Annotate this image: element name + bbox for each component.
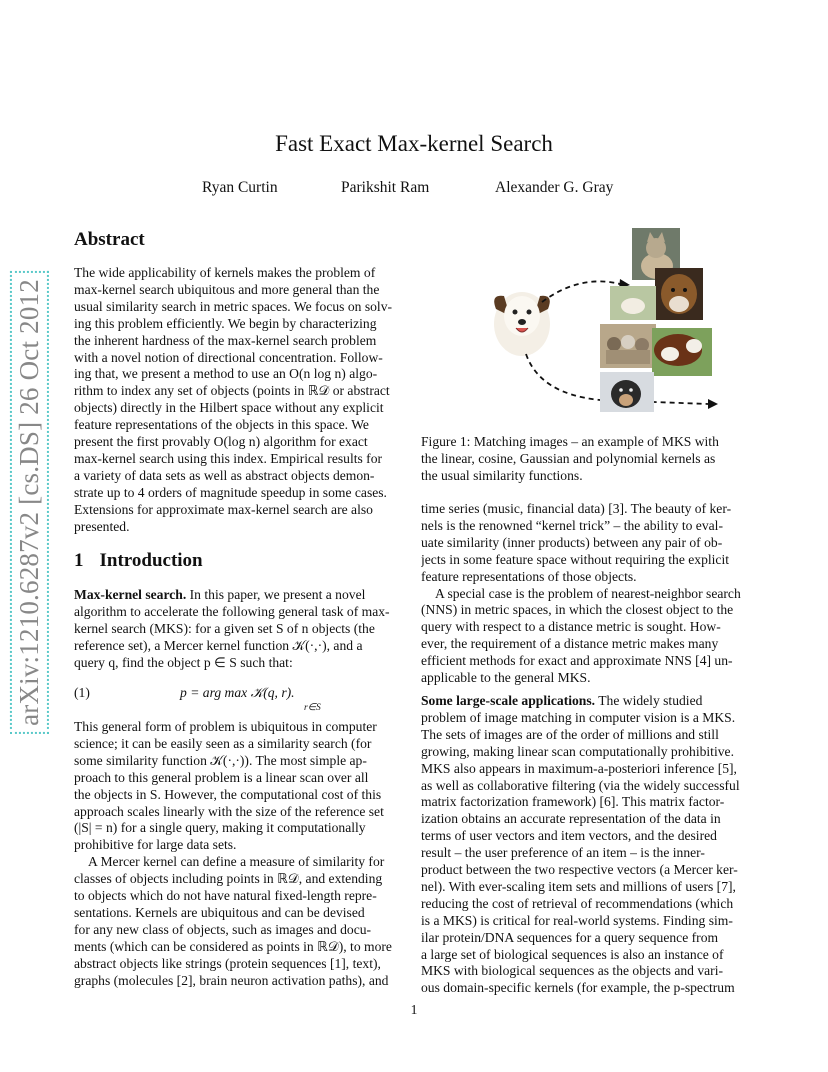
text-line: the objects in S. However, the computational cost of this xyxy=(74,786,382,802)
paper-title: Fast Exact Max-kernel Search xyxy=(275,131,553,156)
small-animals-image xyxy=(610,286,656,320)
text-line: feature representations of the objects in this space. We xyxy=(74,417,369,433)
text-line: the linear, cosine, Gaussian and polynomial kernels as xyxy=(421,450,716,466)
text-line: (NNS) in metric spaces, in which the closest object to the xyxy=(421,602,734,618)
text-line: strate up to 4 orders of magnitude speedup in some cases. xyxy=(74,484,387,500)
arrowhead-icon xyxy=(708,399,718,409)
text-line: ilar protein/DNA sequences for a query sequence from xyxy=(421,929,719,945)
text-line: growing, making linear scan computationally prohibitive. xyxy=(421,743,734,759)
figure-1 xyxy=(470,224,760,419)
text-line: to objects which do not have natural fixed-length repre- xyxy=(74,888,377,904)
text-line: result – the user preference of an item – is the inner- xyxy=(421,845,705,861)
text-line: graphs (molecules [2], brain neuron activation paths), and xyxy=(74,972,389,988)
text-line: A special case is the problem of nearest-neighbor search xyxy=(435,585,741,601)
run-in-heading: Some large-scale applications. xyxy=(421,692,596,708)
text-line: matrix factorization framework) [6]. This matrix factor- xyxy=(421,794,725,810)
cow-image xyxy=(652,328,712,376)
arxiv-stamp xyxy=(14,262,44,742)
section-title: Introduction xyxy=(99,550,203,571)
equation-1 xyxy=(74,683,408,713)
text-line: prohibitive for large data sets. xyxy=(74,837,237,853)
text-line: ization obtains an accurate representation of the data in xyxy=(421,811,721,827)
text-line: the inherent hardness of the max-kernel search problem xyxy=(74,332,377,348)
text-line: some similarity function 𝒦(·,·)). The most simple ap- xyxy=(74,752,367,768)
intro-paragraph-2 xyxy=(74,719,408,990)
text-line: present the first provably O(log n) algorithm for exact xyxy=(74,434,368,450)
text-line: proach to this general problem is a linear scan over all xyxy=(74,769,369,785)
page-number: 1 xyxy=(410,1002,418,1017)
equation-subscript: r∈S xyxy=(304,703,321,713)
text-line: algorithm to accelerate the following general task of max- xyxy=(74,603,390,619)
query-dog-image xyxy=(494,292,550,356)
dog-image xyxy=(655,268,703,320)
text-line: In this paper, we present a novel xyxy=(186,587,366,602)
text-line: time series (music, financial data) [3]. The beauty of ker- xyxy=(421,501,732,516)
text-line: sentations. Kernels are ubiquitous and can be devised xyxy=(74,904,365,920)
text-line: The sets of images are of the order of millions and still xyxy=(421,726,719,742)
text-line: ous domain-specific kernels (for example, the p-spectrum xyxy=(421,980,735,996)
text-line: objects) directly in the Hilbert space without any explicit xyxy=(74,400,384,416)
run-in-heading: Max-kernel search. xyxy=(74,587,187,602)
puppy-image xyxy=(600,372,654,412)
text-line: ing this problem efficiently. We begin by characterizing xyxy=(74,315,377,331)
text-line: for any new class of objects, such as images and docu- xyxy=(74,921,372,937)
text-line: a variety of data sets as well as abstract objects demon- xyxy=(74,467,375,483)
text-line: nels is the renowned “kernel trick” – the ability to eval- xyxy=(421,517,723,533)
text-line: approach scales linearly with the size of the reference set xyxy=(74,803,384,819)
figure-1-caption xyxy=(421,434,756,485)
section-heading xyxy=(74,550,203,572)
text-line: abstract objects like strings (protein sequences [1], text), xyxy=(74,955,381,971)
section-number: 1 xyxy=(74,550,84,571)
text-line: applicable to the general MKS. xyxy=(421,670,591,686)
author-name: Alexander G. Gray xyxy=(495,179,614,196)
text-line: This general form of problem is ubiquitous in computer xyxy=(74,719,377,734)
text-line: max-kernel search using this index. Empirical results for xyxy=(74,450,383,466)
text-line: reducing the cost of retrieval of recommendations (which xyxy=(421,895,734,911)
figure-1-image xyxy=(470,224,760,419)
text-line: kernel search (MKS): for a given set S of n objects (the xyxy=(74,620,375,636)
right-column-text xyxy=(421,501,756,997)
text-line: presented. xyxy=(74,518,130,534)
text-line: product between the two respective vectors (a Mercer ker- xyxy=(421,862,738,878)
text-line: query with respect to a distance metric is sought. How- xyxy=(421,619,721,635)
text-line: ing that, we present a method to use an O(n log n) algo- xyxy=(74,366,378,382)
text-line: ments (which can be considered as points in ℝ𝒟), to more xyxy=(74,938,392,954)
kittens-image xyxy=(600,324,656,368)
text-line: The wide applicability of kernels makes the problem of xyxy=(74,265,376,280)
text-line: MKS with biological sequences as the objects and vari- xyxy=(421,963,724,979)
text-line: nel). With ever-scaling item sets and millions of users [7], xyxy=(421,878,736,894)
text-line xyxy=(74,587,408,604)
text-line: terms of user vectors and item vectors, and the desired xyxy=(421,828,717,844)
text-line: uate similarity (inner products) between any pair of ob- xyxy=(421,534,723,550)
equation-body: p = arg max 𝒦(q, r). xyxy=(180,685,295,700)
text-line: query q, find the object p ∈ S such that: xyxy=(74,654,293,670)
abstract-heading: Abstract xyxy=(74,229,145,250)
text-line: science; it can be easily seen as a similarity search (for xyxy=(74,735,372,751)
match-arrow-top xyxy=(542,281,620,302)
text-line: efficient methods for exact and approximate NNS [4] un- xyxy=(421,653,733,669)
author-name: Ryan Curtin xyxy=(202,179,278,196)
text-line: a large set of biological sequences is also an instance of xyxy=(421,946,724,962)
text-line: usual similarity search in metric spaces. We focus on solv- xyxy=(74,298,393,314)
text-line: ever, the requirement of a distance metric makes many xyxy=(421,636,719,652)
text-line: Extensions for approximate max-kernel search are also xyxy=(74,501,373,517)
text-line: Figure 1: Matching images – an example of MKS with xyxy=(421,434,719,449)
text-line: feature representations of those objects. xyxy=(421,568,637,584)
abstract-body xyxy=(74,265,408,536)
text-line: MKS also appears in maximum-a-posteriori inference [5], xyxy=(421,760,737,776)
author-list xyxy=(0,179,828,203)
text-line: rithm to index any set of objects (points in ℝ𝒟 or abstract xyxy=(74,383,390,399)
text-line xyxy=(421,693,756,710)
author-name: Parikshit Ram xyxy=(341,179,430,196)
text-line: classes of objects including points in ℝ𝒟, and extending xyxy=(74,871,383,887)
text-line: the usual similarity functions. xyxy=(421,467,583,483)
text-line: is a MKS) is critical for real-world systems. Finding sim- xyxy=(421,912,733,928)
text-line: (|S| = n) for a single query, making it computationally xyxy=(74,820,366,836)
text-line: The widely studied xyxy=(595,692,703,708)
equation-number: (1) xyxy=(74,685,90,700)
text-line: max-kernel search ubiquitous and more general than the xyxy=(74,281,380,297)
text-line: A Mercer kernel can define a measure of similarity for xyxy=(88,854,385,870)
text-line: jects in some feature space without requiring the explicit xyxy=(421,551,730,567)
arxiv-id-label[interactable]: arXiv:1210.6287v2 [cs.DS] 26 Oct 2012 xyxy=(14,275,45,730)
text-line: problem of image matching in computer vision is a MKS. xyxy=(421,709,736,725)
text-line: as well as collaborative filtering (via the widely successful xyxy=(421,777,740,793)
text-line: reference set), a Mercer kernel function 𝒦(·,·), and a xyxy=(74,637,363,653)
text-line: with a novel notion of directional concentration. Follow- xyxy=(74,349,383,365)
intro-paragraph-1 xyxy=(74,587,408,672)
